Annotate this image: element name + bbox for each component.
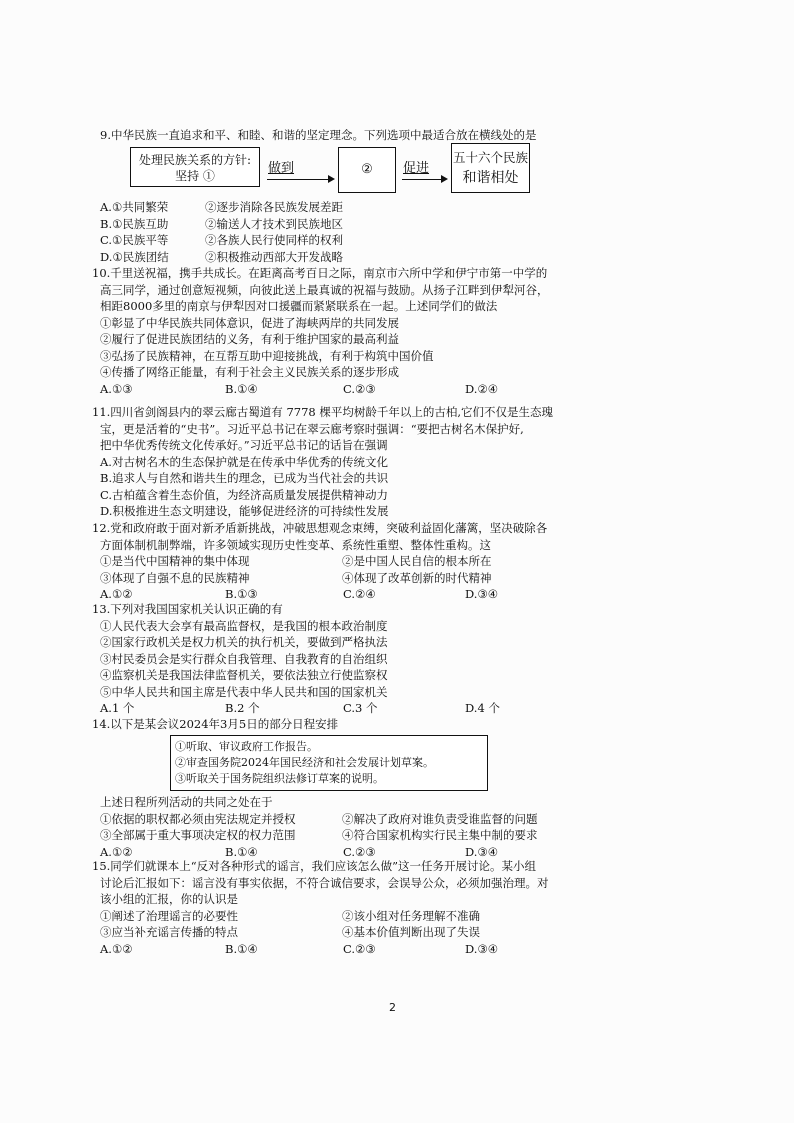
q13-choice-a[interactable]: A.1 个	[100, 701, 135, 715]
page-number: 2	[389, 1001, 396, 1014]
q11-line: 11.四川省剑阁县内的翠云廊古蜀道有 7778 棵平均树龄千年以上的古柏,它们不仅是生态瑰	[92, 405, 554, 419]
q9-result-line2: 和谐相处	[462, 170, 519, 186]
q10-item: ②履行了促进民族团结的义务，有利于维护国家的最高利益	[100, 332, 399, 346]
q11-option-a[interactable]: A.对古树名木的生态保护就是在传承中华优秀的传统文化	[100, 454, 388, 469]
q14-lead: 上述日程所列活动的共同之处在于	[100, 795, 273, 809]
q9-result-box	[451, 143, 530, 193]
q10-line: 10.千里送祝福，携手共成长。在距离高考百日之际，南京市六所中学和伊宁市第一中学的	[92, 266, 548, 280]
q14-choice-c[interactable]: C.②③	[343, 844, 376, 859]
q12-items-row	[92, 553, 612, 570]
q15-choice-b[interactable]: B.①④	[225, 941, 258, 956]
q9-option-c-1: C.①民族平等	[100, 233, 169, 247]
q14-schedule-box	[170, 735, 488, 791]
q10-choice-b[interactable]: B.①④	[225, 381, 258, 396]
q13-choices	[92, 700, 612, 717]
q9-policy-box	[130, 147, 260, 187]
q13-choice-c[interactable]: C.3 个	[343, 701, 378, 715]
q9-arrow1-label: 做到	[268, 161, 295, 176]
q9-flow-diagram	[130, 143, 530, 195]
q15-item: ③应当补充谣言传播的特点	[100, 925, 238, 939]
q14-schedule-item: ③听取关于国务院组织法修订草案的说明。	[175, 772, 384, 785]
q15-line: 15.同学们就课本上“反对各种形式的谣言，我们应该怎么做”这一任务开展讨论。某小组	[92, 859, 537, 873]
q9-arrow1	[267, 179, 333, 180]
q15-line: 该小组的汇报，你的认识是	[100, 892, 238, 906]
question-12	[92, 520, 612, 603]
question-13	[92, 601, 612, 717]
q9-option-b-2: ②输送人才技术到民族地区	[205, 216, 343, 231]
q12-line: 方面体制机制弊端，许多领域实现历史性变革、系统性重塑、整体性重构。这	[100, 537, 491, 552]
q14-schedule-item: ②审查国务院2024年国民经济和社会发展计划草案。	[175, 756, 434, 769]
q9-option-c[interactable]	[100, 232, 620, 249]
q10-line: 相距8000多里的南京与伊犁因对口援疆而紧紧联系在一起。上述同学们的做法	[100, 299, 498, 313]
q9-option-c-2: ②各族人民行使同样的权利	[205, 233, 343, 247]
question-10	[92, 265, 612, 397]
q13-item: ①人民代表大会享有最高监督权，是我国的根本政治制度	[100, 618, 388, 633]
q9-option-a-1: A.①共同繁荣	[100, 200, 169, 214]
q11-option-d[interactable]: D.积极推进生态文明建设，能够促进经济的可持续性发展	[100, 504, 389, 518]
q13-item: ④监察机关是我国法律监督机关，要依法独立行使监察权	[100, 668, 388, 682]
question-14	[92, 716, 612, 733]
q12-choice-d[interactable]: D.③④	[465, 587, 499, 601]
q9-option-a[interactable]	[100, 199, 620, 216]
q14-item: ③全部属于重大事项决定权的权力范围	[100, 828, 296, 842]
q12-line: 12.党和政府敢于面对新矛盾新挑战，冲破思想观念束缚，突破利益固化藩篱，坚决破除各	[92, 521, 548, 535]
q13-stem: 13.下列对我国国家机关认识正确的有	[92, 602, 283, 616]
q10-choice-c[interactable]: C.②③	[343, 381, 376, 396]
q14-items-row	[100, 827, 620, 844]
q9-option-b[interactable]	[100, 216, 620, 233]
q9-arrow2-label: 促进	[403, 161, 430, 176]
q13-choice-d[interactable]: D.4 个	[465, 701, 500, 715]
q14-choice-a[interactable]: A.①②	[100, 844, 133, 859]
q14-item: ①依据的职权都必须由宪法规定并授权	[100, 811, 296, 826]
q12-item: ④体现了改革创新的时代精神	[342, 570, 492, 585]
q15-item: ①阐述了治理谣言的必要性	[100, 908, 238, 923]
q15-choices	[92, 941, 612, 958]
q11-line: 把中华优秀传统文化传承好。”习近平总书记的话旨在强调	[100, 438, 388, 452]
q12-choice-a[interactable]: A.①②	[100, 587, 133, 601]
q12-choice-c[interactable]: C.②④	[343, 587, 376, 601]
q12-item: ②是中国人民自信的根本所在	[342, 554, 492, 568]
q11-option-c[interactable]: C.古柏蕴含着生态价值，为经济高质量发展提供精神动力	[100, 487, 389, 502]
q14-choice-b[interactable]: B.①④	[225, 844, 258, 859]
q10-item: ③弘扬了民族精神，在互帮互助中迎接挑战，有利于构筑中国价值	[100, 348, 434, 363]
q12-items-row	[92, 570, 612, 587]
q15-line: 讨论后汇报如下：谣言没有事实依据，不符合诚信要求，会误导公众，必须加强治理。对	[100, 875, 549, 890]
question-15	[92, 858, 612, 957]
q10-choice-a[interactable]: A.①③	[100, 381, 133, 396]
q11-line: 宝，更是活着的“史书”。习近平总书记在翠云廊考察时强调：“要把古树名木保护好,	[100, 421, 524, 436]
q9-policy-box-line2: 坚持 ①	[175, 169, 215, 183]
q10-choices	[92, 381, 612, 398]
q15-choice-d[interactable]: D.③④	[465, 941, 499, 956]
q9-option-a-2: ②逐步消除各民族发展差距	[205, 200, 343, 214]
q9-option-d[interactable]	[100, 249, 620, 266]
q12-choice-b[interactable]: B.①③	[225, 587, 258, 601]
q9-result-line1: 五十六个民族	[452, 150, 528, 165]
q14-choice-d[interactable]: D.③④	[465, 844, 499, 859]
q9-stem: 9.中华民族一直追求和平、和睦、和谐的坚定理念。下列选项中最适合放在横线处的是	[100, 128, 537, 142]
q13-choice-b[interactable]: B.2 个	[225, 701, 260, 715]
question-9	[100, 127, 620, 144]
q10-item: ①彰显了中华民族共同体意识，促进了海峡两岸的共同发展	[100, 315, 399, 330]
q15-items-row	[92, 908, 612, 925]
q9-option-b-1: B.①民族互助	[100, 216, 169, 231]
q13-item: ③村民委员会是实行群众自我管理、自我教育的自治组织	[100, 651, 388, 666]
q9-policy-box-line1: 处理民族关系的方针:	[138, 153, 252, 167]
q9-options	[100, 199, 620, 265]
q14-stem: 14.以下是某会议2024年3月5日的部分日程安排	[92, 717, 339, 731]
q10-line: 高三同学，通过创意短视频，向彼此送上最真诚的祝福与鼓励。从扬子江畔到伊犁河谷，	[100, 282, 549, 297]
q11-option-b[interactable]: B.追求人与自然和谐共生的理念，已成为当代社会的共识	[100, 471, 389, 485]
q9-option-d-2: ②积极推动西部大开发战略	[205, 249, 343, 264]
q13-item: ②国家行政机关是权力机关的执行机关，要做到严格执法	[100, 635, 388, 649]
q15-choice-a[interactable]: A.①②	[100, 941, 133, 956]
q9-blank-box: ②	[338, 147, 396, 193]
q10-choice-d[interactable]: D.②④	[465, 381, 499, 396]
q9-option-d-1: D.①民族团结	[100, 249, 169, 264]
q15-item: ④基本价值判断出现了失误	[342, 925, 480, 939]
question-11	[92, 404, 612, 520]
q9-arrow2	[402, 179, 446, 180]
q15-items-row	[92, 924, 612, 941]
q12-item: ①是当代中国精神的集中体现	[100, 554, 250, 568]
q13-item: ⑤中华人民共和国主席是代表中华人民共和国的国家机关	[100, 684, 388, 699]
q14-item: ②解决了政府对谁负责受谁监督的问题	[342, 811, 538, 826]
q12-item: ③体现了自强不息的民族精神	[100, 570, 250, 585]
q10-item: ④传播了网络正能量，有利于社会主义民族关系的逐步形成	[100, 365, 399, 379]
q14-body	[100, 794, 620, 860]
q14-items-row	[100, 811, 620, 828]
q15-choice-c[interactable]: C.②③	[343, 941, 376, 956]
q14-item: ④符合国家机构实行民主集中制的要求	[342, 828, 538, 842]
q14-schedule-item: ①听取、审议政府工作报告。	[175, 740, 318, 753]
q15-item: ②该小组对任务理解不准确	[342, 908, 480, 923]
